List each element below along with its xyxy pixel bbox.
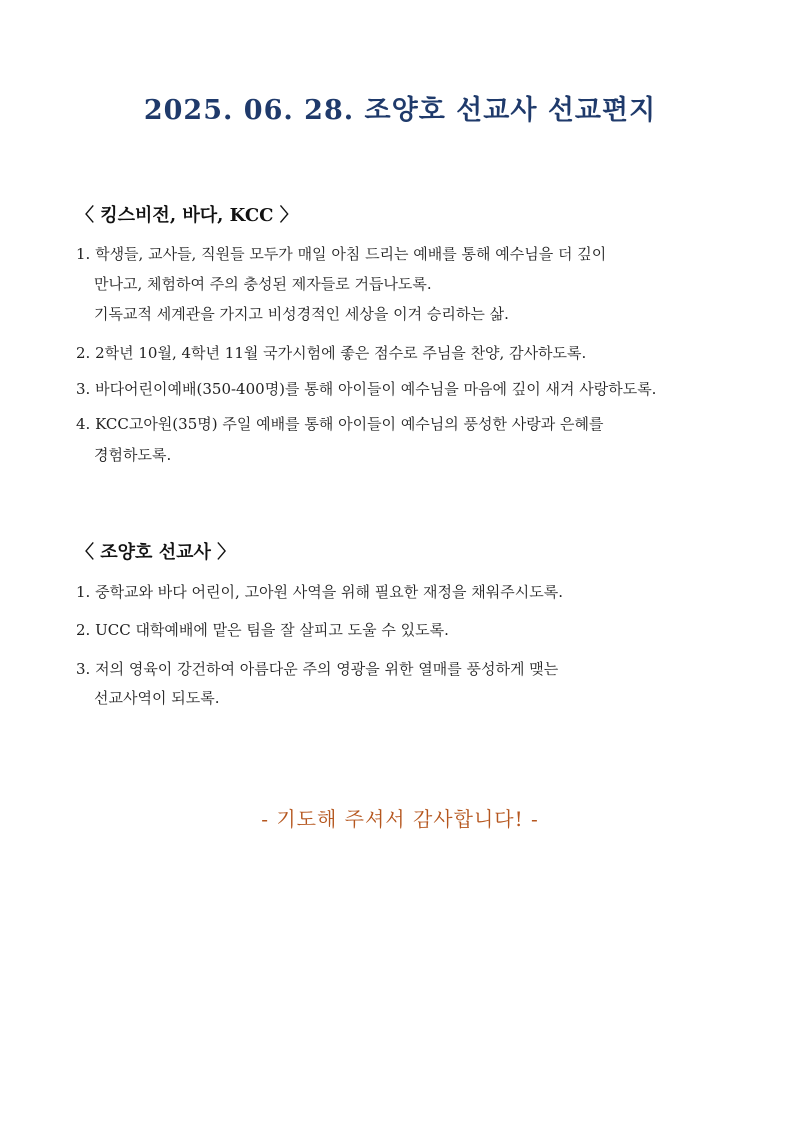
list-item-line: 경험하도록. [94,446,172,464]
list-item-line: 2. 2학년 10월, 4학년 11월 국가시험에 좋은 점수로 주님을 찬양, 감사하도록. [76,344,587,362]
page-title: 2025. 06. 28. 조양호 선교사 선교편지 [143,95,657,126]
section-heading-kingsvision: 〈 킹스비전, 바다, KCC 〉 [76,205,298,226]
list-item-line: 만나고, 체험하여 주의 충성된 제자들로 거듭나도록. [94,275,432,293]
closing-message: - 기도해 주셔서 감사합니다! - [261,807,539,831]
list-item-line: 기독교적 세계관을 가지고 비성경적인 세상을 이겨 승리하는 삶. [94,305,509,323]
list-item-line: 3. 저의 영육이 강건하여 아름다운 주의 영광을 위한 열매를 풍성하게 맺는 [76,660,559,678]
list-item-line: 4. KCC고아원(35명) 주일 예배를 통해 아이들이 예수님의 풍성한 사랑과 은혜를 [76,415,604,433]
list-item-line: 3. 바다어린이예배(350-400명)를 통해 아이들이 예수님을 마음에 깊이 새겨 사랑하도록. [76,380,657,398]
list-item-line: 1. 중학교와 바다 어린이, 고아원 사역을 위해 필요한 재정을 채워주시도록. [76,583,563,601]
list-item-line: 1. 학생들, 교사들, 직원들 모두가 매일 아침 드리는 예배를 통해 예수님을 더 깊이 [76,245,607,263]
list-item-line: 선교사역이 되도록. [94,689,220,707]
list-item-line: 2. UCC 대학예배에 맡은 팀을 잘 살피고 도울 수 있도록. [76,621,449,639]
section-heading-missionary: 〈 조양호 선교사 〉 [76,542,236,563]
